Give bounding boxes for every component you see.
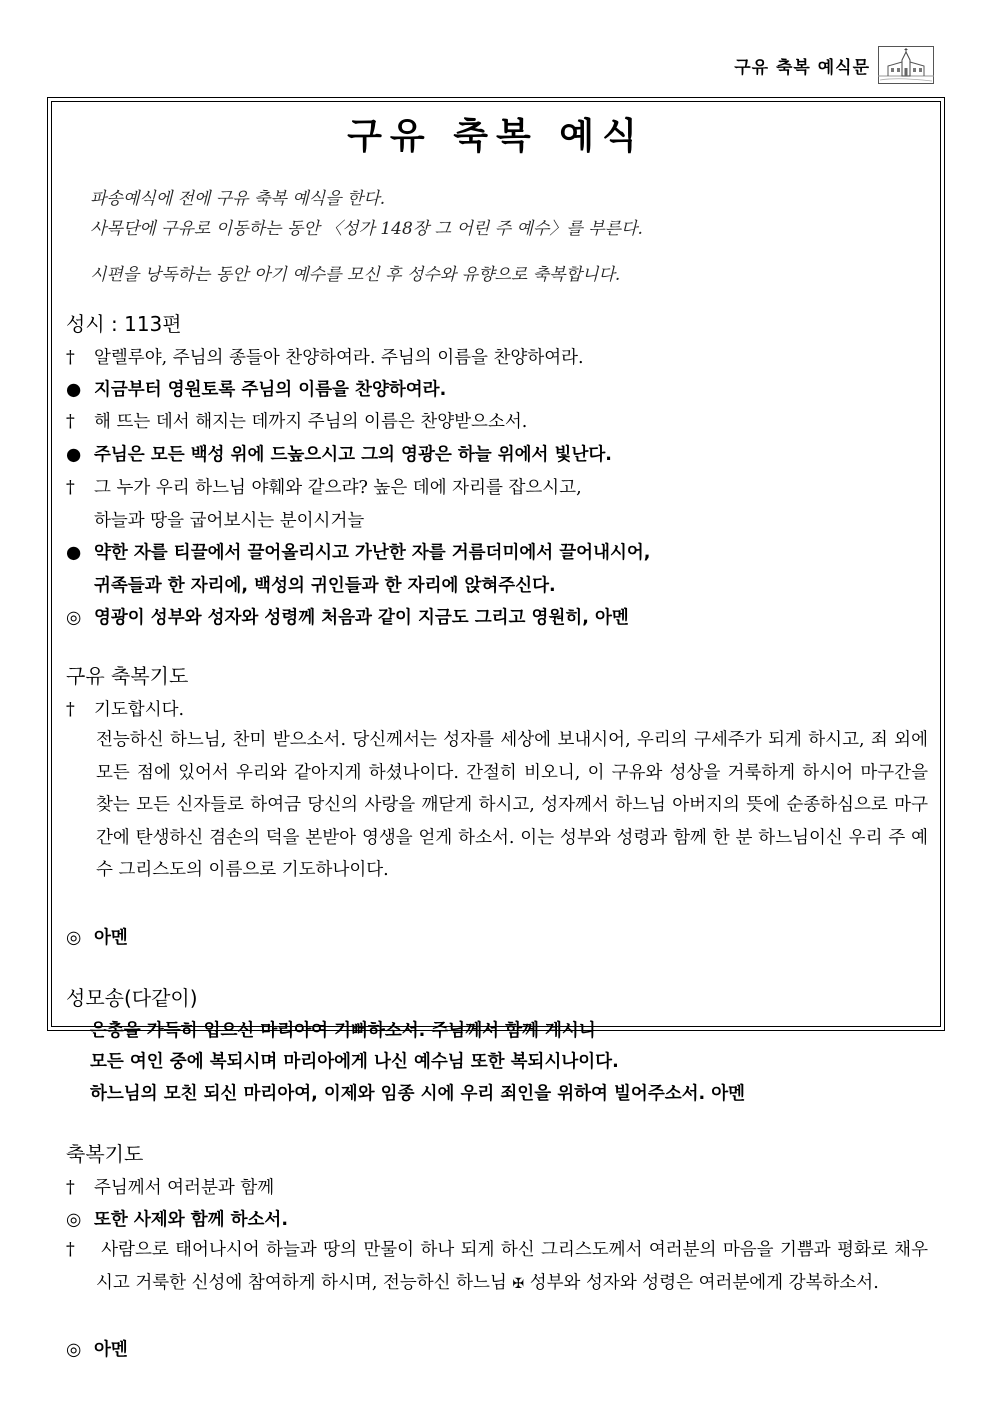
- prayer-intro: [66, 696, 928, 721]
- rubric-line: 사목단에 구유로 이동하는 동안 〈성가 148장 그 어린 주 예수〉를 부른다.: [90, 219, 643, 239]
- maltese-cross-icon: ✠: [512, 1275, 525, 1292]
- blessing-line: [66, 1174, 928, 1199]
- psalm-text: 그 누가 우리 하느님 야훼와 같으랴? 높은 데에 자리를 잡으시고,: [94, 478, 582, 498]
- rubric-line: 시편을 낭독하는 동안 아기 예수를 모신 후 성수와 유향으로 축복합니다.: [90, 265, 621, 285]
- psalm-text: 약한 자를 티끌에서 끌어올리시고 가난한 자를 거름더미에서 끌어내시어,: [94, 543, 651, 563]
- psalm-line: [66, 572, 928, 597]
- blessing-text: 또한 사제와 함께 하소서.: [94, 1210, 288, 1230]
- blessing-text: 사람으로 태어나시어 하늘과 땅의 만물이 하나 되게 하신 그리스도께서 여러분의 마음을 기쁨과 평화로 채우시고 거룩한 신성에 참여하게 하시며, 전능하신 하느님: [96, 1240, 928, 1293]
- church-icon: [878, 46, 934, 84]
- amen-line: [66, 1336, 928, 1361]
- prayer-body: 전능하신 하느님, 찬미 받으소서. 당신께서는 성자를 세상에 보내시어, 우리의 구세주가 되게 하시고, 죄 외에 모든 점에 있어서 우리와 같아지게 하셨나이다. 간절히 비오니, 이 구유와 성상을 거룩하게 하시어 마구간을 찾는 모든 신자들로 하여금 당신의 사랑을 깨닫게 하시고, 성자께서 하느님 아버지의 뜻에 순종하심으로 마구간에 탄생하신 겸손의 덕을 본받아 영생을 얻게 하소서. 이는 성부와 성령과 함께 한 분 하느님이신 우리 주 예수 그리스도의 이름으로 기도하나이다.: [96, 730, 928, 880]
- hail-mary-title: 성모송(다같이): [66, 986, 198, 1010]
- amen-line: [66, 924, 928, 949]
- blessing-text: 성부와 성자와 성령은 여러분에게 강복하소서.: [529, 1272, 879, 1293]
- blessing-paragraph: [66, 1234, 928, 1300]
- psalm-text: 알렐루야, 주님의 종들아 찬양하여라. 주님의 이름을 찬양하여라.: [94, 348, 584, 368]
- prayer-intro-text: 기도합시다.: [94, 700, 185, 720]
- header-label: 구유 축복 예식문: [734, 57, 870, 78]
- double-circle-symbol: ◎: [66, 608, 82, 628]
- psalm-text: 주님은 모든 백성 위에 드높으시고 그의 영광은 하늘 위에서 빛난다.: [94, 445, 612, 465]
- hail-mary-line: 은총을 가득히 입으신 마리아여 기뻐하소서. 주님께서 함께 계시니: [90, 1021, 596, 1041]
- psalm-line: [66, 604, 928, 629]
- psalm-line: [66, 474, 928, 499]
- blessing-text: 주님께서 여러분과 함께: [94, 1178, 275, 1198]
- hail-mary-line: 모든 여인 중에 복되시며 마리아에게 나신 예수님 또한 복되시나이다.: [90, 1052, 619, 1072]
- hail-mary-line: 하느님의 모친 되신 마리아여, 이제와 임종 시에 우리 죄인을 위하여 빌어주소서. 아멘: [90, 1084, 746, 1104]
- psalm-line: [66, 344, 928, 369]
- double-circle-symbol: ◎: [66, 928, 82, 948]
- blessing-title: 축복기도: [66, 1142, 144, 1166]
- double-circle-symbol: ◎: [66, 1340, 82, 1360]
- rubric-line: 파송예식에 전에 구유 축복 예식을 한다.: [90, 189, 386, 209]
- blessing-line: [66, 1206, 928, 1231]
- cross-symbol: †: [66, 478, 75, 498]
- amen-text: 아멘: [94, 928, 128, 948]
- psalm-text: 하늘과 땅을 굽어보시는 분이시거늘: [94, 511, 365, 531]
- cross-symbol: †: [66, 348, 75, 368]
- bullet-symbol: ●: [66, 445, 82, 465]
- cross-symbol: †: [66, 1178, 75, 1198]
- psalm-text: 귀족들과 한 자리에, 백성의 귀인들과 한 자리에 앉혀주신다.: [94, 576, 556, 596]
- amen-text: 아멘: [94, 1340, 128, 1360]
- bullet-symbol: ●: [66, 543, 82, 563]
- bullet-symbol: ●: [66, 380, 82, 400]
- cross-symbol: †: [66, 1240, 76, 1260]
- psalm-text: 지금부터 영원토록 주님의 이름을 찬양하여라.: [94, 380, 447, 400]
- cross-symbol: †: [66, 412, 75, 432]
- psalm-title: 성시 : 113편: [66, 312, 182, 336]
- page-header: [734, 46, 934, 84]
- psalm-line: [66, 539, 928, 564]
- manger-prayer-title: 구유 축복기도: [66, 664, 189, 688]
- page-title: 구유 축복 예식: [347, 116, 645, 157]
- cross-symbol: †: [66, 700, 75, 720]
- psalm-line: [66, 507, 928, 532]
- document-frame-inner: [51, 101, 941, 1027]
- psalm-line: [66, 376, 928, 401]
- double-circle-symbol: ◎: [66, 1210, 82, 1230]
- psalm-text: 해 뜨는 데서 해지는 데까지 주님의 이름은 찬양받으소서.: [94, 412, 528, 432]
- psalm-line: [66, 441, 928, 466]
- psalm-text: 영광이 성부와 성자와 성령께 처음과 같이 지금도 그리고 영원히, 아멘: [94, 608, 629, 628]
- psalm-line: [66, 408, 928, 433]
